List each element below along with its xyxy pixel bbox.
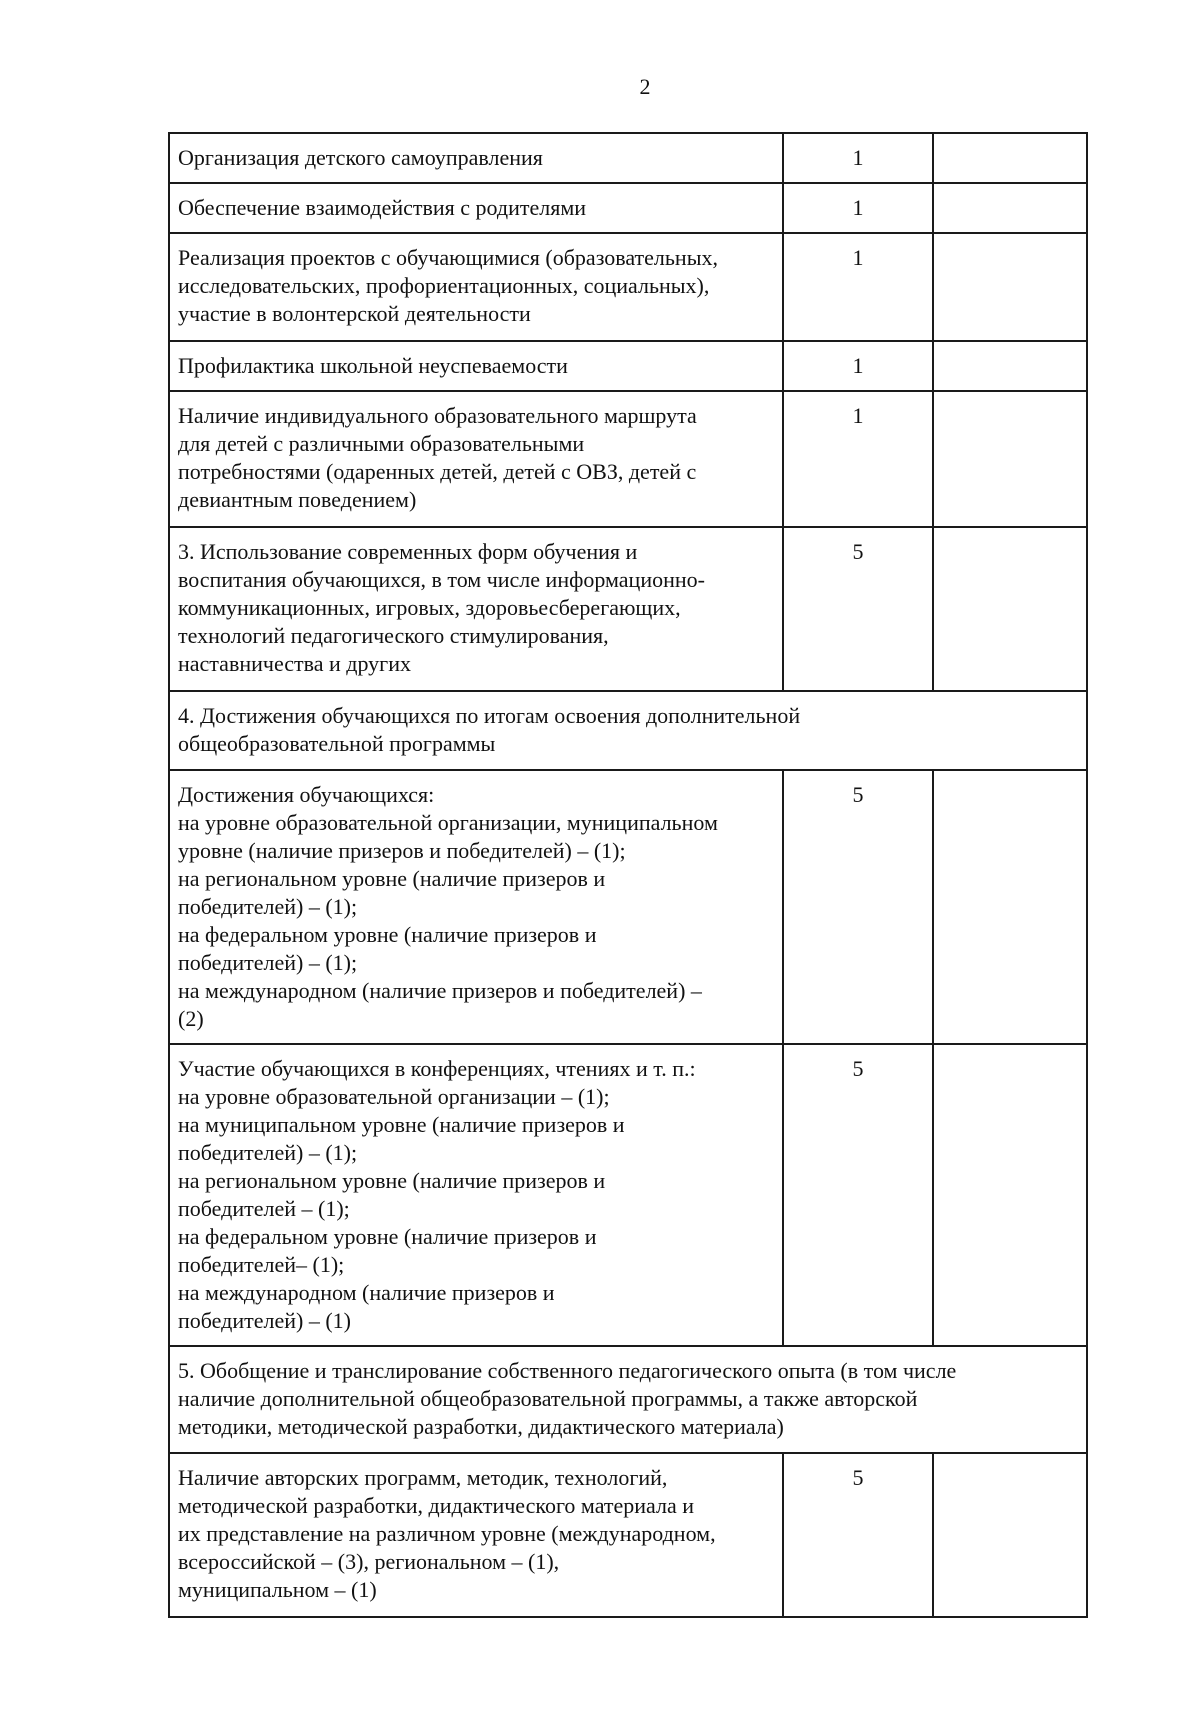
empty-cell xyxy=(933,770,1087,1044)
criteria-table xyxy=(168,132,1088,1618)
table-row xyxy=(169,233,1087,341)
score-cell: 1 xyxy=(783,133,933,183)
criterion-cell: Организация детского самоуправления xyxy=(169,133,783,183)
empty-cell xyxy=(933,527,1087,691)
empty-cell xyxy=(933,1044,1087,1346)
criterion-cell: Наличие индивидуального образовательного маршрута для детей с различными образовательными потребностями (одаренных детей, детей с ОВЗ, детей с девиантным поведением) xyxy=(169,391,783,527)
criterion-cell: Профилактика школьной неуспеваемости xyxy=(169,341,783,391)
table-row xyxy=(169,527,1087,691)
score-cell: 5 xyxy=(783,1453,933,1617)
score-cell: 1 xyxy=(783,233,933,341)
empty-cell xyxy=(933,183,1087,233)
section-header-row xyxy=(169,691,1087,770)
empty-cell xyxy=(933,391,1087,527)
score-cell: 1 xyxy=(783,341,933,391)
table-row xyxy=(169,770,1087,1044)
section-header-cell: 4. Достижения обучающихся по итогам освоения дополнительной общеобразовательной программы xyxy=(169,691,1087,770)
score-cell: 5 xyxy=(783,527,933,691)
score-cell: 1 xyxy=(783,391,933,527)
criterion-cell: Реализация проектов с обучающимися (образовательных, исследовательских, профориентационных, социальных), участие в волонтерской деятельности xyxy=(169,233,783,341)
criterion-cell: Участие обучающихся в конференциях, чтениях и т. п.: на уровне образовательной организации – (1); на муниципальном уровне (наличие призеров и победителей) – (1); на региональном уровне (наличие призеров и победителей – (1); на федеральном уровне (наличие призеров и победителей– (1); на международном (наличие призеров и победителей) – (1) xyxy=(169,1044,783,1346)
section-header-row xyxy=(169,1346,1087,1453)
score-cell: 5 xyxy=(783,770,933,1044)
empty-cell xyxy=(933,1453,1087,1617)
criterion-cell: Достижения обучающихся: на уровне образовательной организации, муниципальном уровне (наличие призеров и победителей) – (1); на региональном уровне (наличие призеров и победителей) – (1); на федеральном уровне (наличие призеров и победителей) – (1); на международном (наличие призеров и победителей) – (2) xyxy=(169,770,783,1044)
page-number: 2 xyxy=(639,74,651,99)
table-row xyxy=(169,341,1087,391)
empty-cell xyxy=(933,133,1087,183)
score-cell: 1 xyxy=(783,183,933,233)
table-row xyxy=(169,1453,1087,1617)
section-header-cell: 5. Обобщение и транслирование собственного педагогического опыта (в том числе наличие дополнительной общеобразовательной программы, а также авторской методики, методической разработки, дидактического материала) xyxy=(169,1346,1087,1453)
table-row xyxy=(169,1044,1087,1346)
criterion-cell: Обеспечение взаимодействия с родителями xyxy=(169,183,783,233)
criterion-cell: 3. Использование современных форм обучения и воспитания обучающихся, в том числе информационно- коммуникационных, игровых, здоровьесберегающих, технологий педагогического стимулирования, наставничества и других xyxy=(169,527,783,691)
empty-cell xyxy=(933,233,1087,341)
criterion-cell: Наличие авторских программ, методик, технологий, методической разработки, дидактического материала и их представление на различном уровне (международном, всероссийской – (3), региональном – (1), муниципальном – (1) xyxy=(169,1453,783,1617)
table-row xyxy=(169,183,1087,233)
score-cell: 5 xyxy=(783,1044,933,1346)
table-row xyxy=(169,391,1087,527)
table-row xyxy=(169,133,1087,183)
empty-cell xyxy=(933,341,1087,391)
